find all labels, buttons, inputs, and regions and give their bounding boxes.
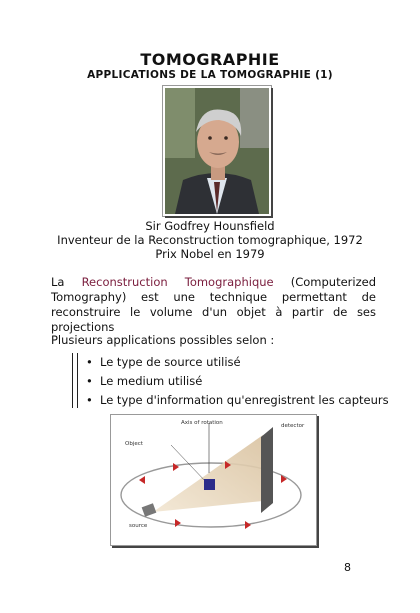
tomography-diagram — [110, 414, 317, 546]
label-detector: detector — [281, 423, 305, 429]
list-item: • Le medium utilisé — [86, 372, 389, 391]
portrait-image — [165, 88, 269, 214]
list-item: • Le type de source utilisé — [86, 353, 389, 372]
detector-panel — [261, 427, 273, 513]
page-subtitle: APPLICATIONS DE LA TOMOGRAPHIE (1) — [87, 69, 333, 81]
xray-beam — [153, 435, 263, 512]
object-cube — [204, 479, 215, 490]
page-title: TOMOGRAPHIE — [140, 50, 280, 69]
label-source: source — [129, 523, 148, 529]
caption-role: Inventeur de la Reconstruction tomographique, 1972 — [57, 233, 363, 247]
portrait-caption — [0, 219, 420, 261]
definition-paragraph — [51, 275, 376, 335]
applications-intro: Plusieurs applications possibles selon : — [51, 333, 275, 347]
applications-list — [86, 353, 389, 410]
bullet-icon: • — [86, 355, 93, 369]
list-item: • Le type d'information qu'enregistrent les capteurs — [86, 391, 389, 410]
label-object: Object — [125, 441, 143, 447]
definition-prefix: La — [51, 275, 82, 289]
page-number: 8 — [344, 561, 351, 574]
caption-name: Sir Godfrey Hounsfield — [145, 219, 275, 233]
label-axis: Axis of rotation — [181, 420, 223, 426]
caption-award: Prix Nobel en 1979 — [155, 247, 265, 261]
definition-highlight: Reconstruction Tomographique — [81, 275, 274, 289]
list-bar — [72, 353, 78, 408]
definition-rest: (Computerized Tomography) est une technique permettant de reconstruire le volume d'un objet à partir de ses projections — [51, 275, 376, 334]
portrait-photo — [163, 86, 271, 216]
bullet-icon: • — [86, 393, 93, 407]
bullet-icon: • — [86, 374, 93, 388]
xray-source — [142, 503, 157, 517]
